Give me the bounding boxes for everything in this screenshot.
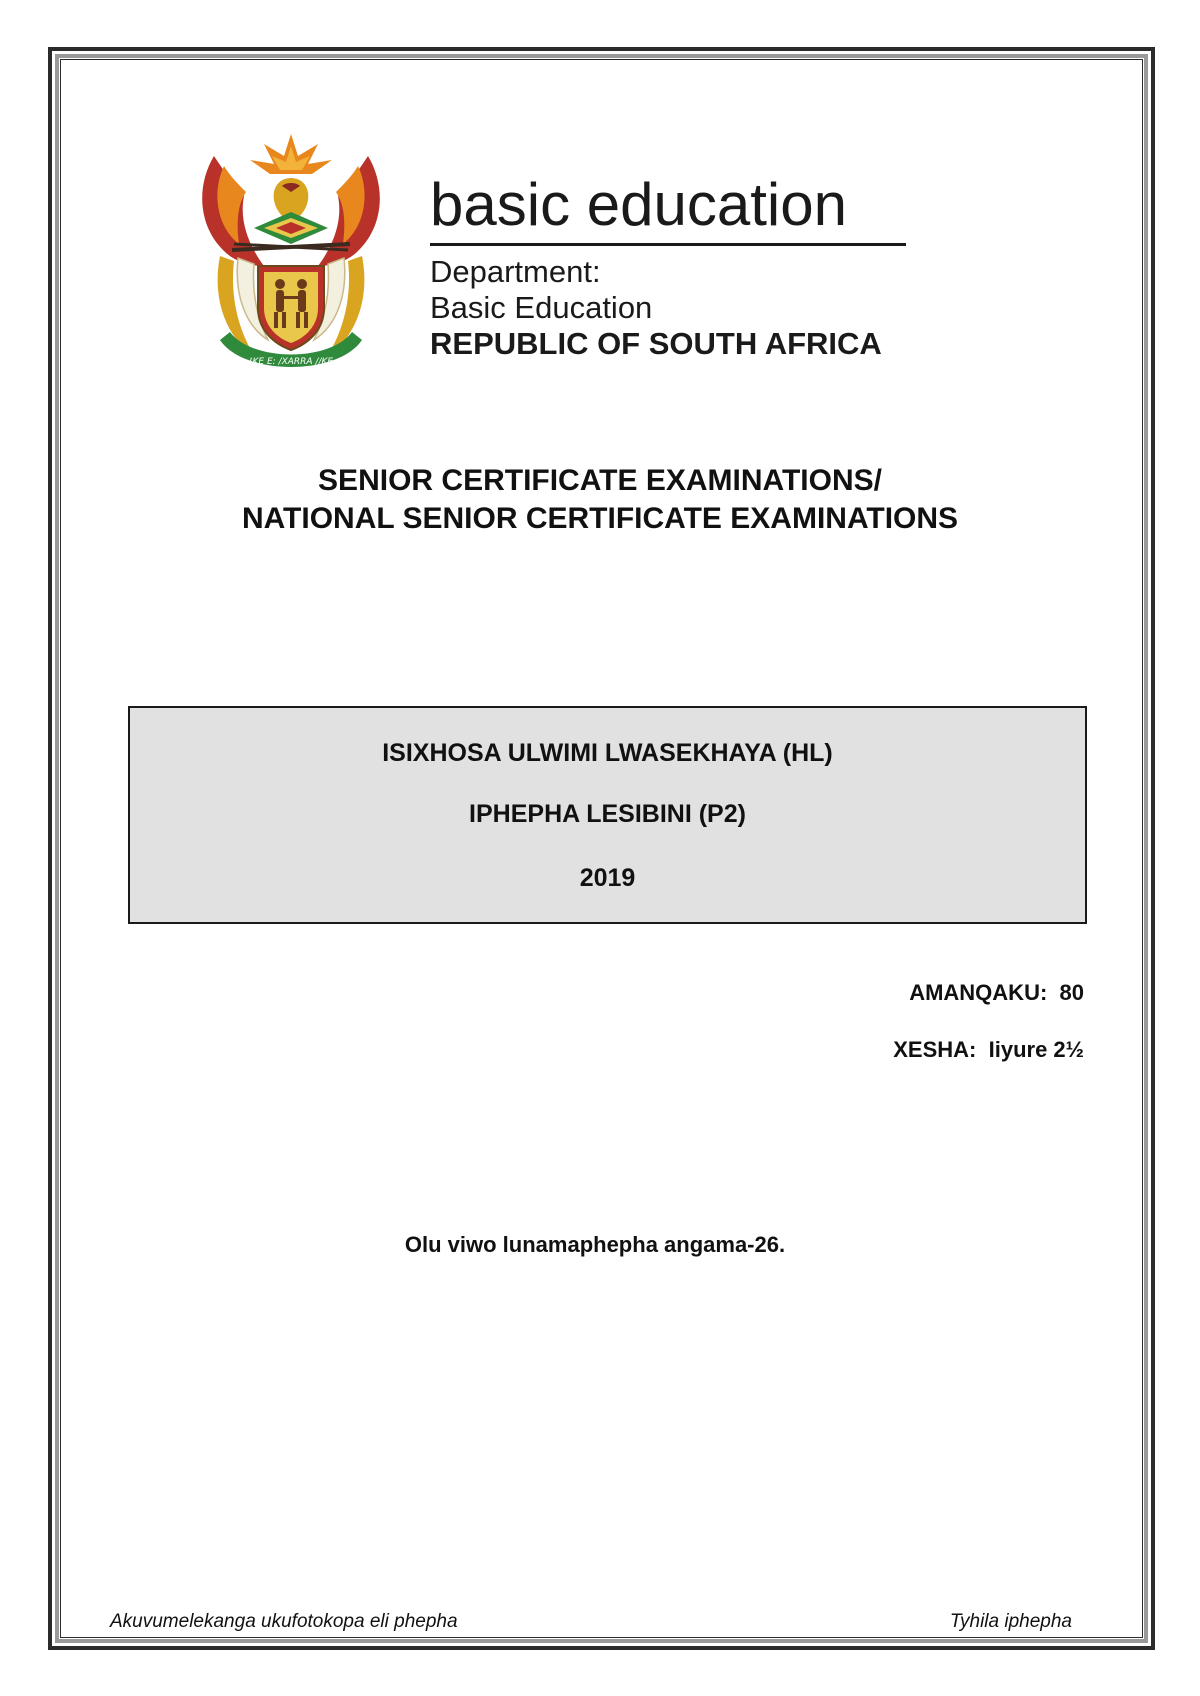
- department-label: Department:: [430, 254, 601, 289]
- marks-label: AMANQAKU:: [909, 980, 1048, 1005]
- marks-line: [909, 979, 1084, 1007]
- subject-box: [128, 706, 1087, 924]
- brand-divider: [430, 243, 906, 246]
- country-name: REPUBLIC OF SOUTH AFRICA: [430, 326, 882, 361]
- exam-heading-line1: SENIOR CERTIFICATE EXAMINATIONS/: [318, 464, 882, 497]
- paper-number: IPHEPHA LESIBINI (P2): [469, 800, 746, 828]
- exam-heading-line2: NATIONAL SENIOR CERTIFICATE EXAMINATIONS: [241, 502, 959, 535]
- brand-title: basic education: [430, 171, 847, 238]
- marks-value: 80: [1059, 980, 1084, 1005]
- exam-year: 2019: [579, 864, 636, 892]
- crest-motto: !KE E: /XARRA //KE: [248, 357, 334, 367]
- footer-copy-notice: Akuvumelekanga ukufotokopa eli phepha: [110, 1611, 458, 1632]
- department-name: Basic Education: [430, 290, 653, 325]
- time-label: XESHA:: [893, 1037, 977, 1062]
- time-line: [893, 1036, 1084, 1064]
- sun-icon: [250, 134, 332, 174]
- footer-turn-page: Tyhila iphepha: [949, 1611, 1072, 1632]
- pages-note: Olu viwo lunamaphepha angama-26.: [404, 1232, 786, 1257]
- time-value: Iiyure 2½: [988, 1037, 1084, 1062]
- coat-of-arms-logo: [194, 126, 388, 384]
- subject-title: ISIXHOSA ULWIMI LWASEKHAYA (HL): [382, 739, 833, 767]
